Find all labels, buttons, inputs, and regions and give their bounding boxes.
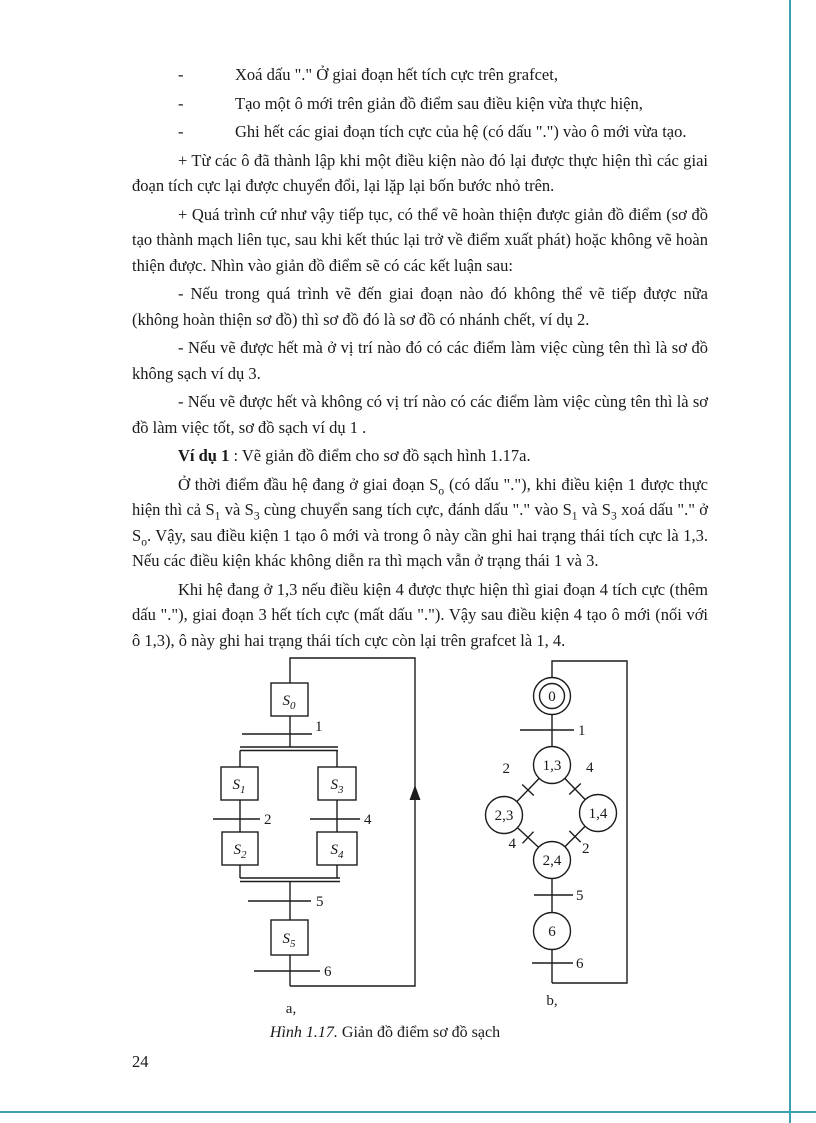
node-label-14: 1,4 bbox=[588, 806, 608, 822]
step-label-s3: $S_3$ bbox=[330, 777, 344, 796]
paragraph-example-heading: Ví dụ 1 : Vẽ giản đồ điểm cho sơ đồ sạch hình 1.17a. bbox=[178, 446, 531, 465]
transition-label-4-lower: 4 bbox=[508, 836, 516, 852]
step-label-s1: $S_1$ bbox=[232, 777, 246, 796]
diagram-b-node-labels bbox=[495, 689, 608, 940]
node-label-0: 0 bbox=[548, 689, 556, 705]
figure-caption-text: Giản đồ điểm sơ đồ sạch bbox=[337, 1024, 501, 1041]
bullet-marker: - bbox=[178, 93, 184, 113]
figure-caption-number: Hình 1.17. bbox=[269, 1024, 338, 1041]
diagram-a-lines bbox=[213, 658, 415, 986]
figure-caption bbox=[132, 1024, 638, 1042]
paragraph: - Nếu vẽ được hết và không có vị trí nào có các điểm làm việc cùng tên thì là sơ đồ làm việc tốt, sơ đồ sạch ví dụ 1 . bbox=[132, 392, 708, 437]
transition-label-4: 4 bbox=[364, 812, 372, 828]
diagram-a-transition-labels bbox=[264, 719, 372, 980]
paragraph: Ở thời điểm đầu hệ đang ở giai đoạn $S_o$ (có dấu "."), khi điều kiện 1 được thực hiện thì cả $S_1$ và $S_3$ cùng chuyển sang tích cực, đánh dấu "." vào $S_1$ và $S_3$ xoá dấu "." ở $S_o$. Vậy, sau điều kiện 1 tạo ô mới và trong ô này cần ghi hai trạng thái tích cực là 1,3. Nếu các điều kiện khác không diễn ra thì mạch vẫn ở trạng thái 1 và 3. bbox=[132, 474, 709, 570]
step-label-s4: $S_4$ bbox=[330, 842, 344, 861]
diagram-a-label: a, bbox=[285, 1001, 297, 1017]
node-label-13: 1,3 bbox=[542, 758, 562, 774]
bullet-marker: - bbox=[178, 65, 184, 84]
node-label-6: 6 bbox=[548, 924, 556, 940]
transition-label-6: 6 bbox=[576, 956, 584, 972]
page-number: 24 bbox=[132, 1052, 149, 1071]
body-text bbox=[132, 62, 708, 656]
bullet-item bbox=[178, 62, 708, 88]
up-arrow-icon bbox=[410, 785, 421, 800]
transition-label-2: 2 bbox=[264, 812, 272, 828]
step-label-s5: $S_5$ bbox=[282, 931, 296, 950]
bullet-item bbox=[178, 119, 708, 145]
diagram-a-box-labels bbox=[233, 693, 345, 950]
node-label-23: 2,3 bbox=[494, 808, 514, 824]
transition-label-6: 6 bbox=[324, 964, 332, 980]
transition-label-1: 1 bbox=[578, 723, 586, 739]
paragraph: + Từ các ô đã thành lập khi một điều kiện nào đó lại được thực hiện thì các giai đoạn tích cực lại được chuyển đổi, lại lặp lại bốn bước nhỏ trên. bbox=[132, 150, 708, 195]
transition-label-4-upper: 4 bbox=[586, 760, 594, 776]
bullet-text: Tạo một ô mới trên giản đồ điểm sau điều kiện vừa thực hiện, bbox=[235, 93, 643, 113]
figure-grafcet-diagrams bbox=[190, 645, 640, 1023]
bullet-marker: - bbox=[178, 122, 184, 141]
diagram-b-label: b, bbox=[546, 993, 558, 1009]
transition-label-5: 5 bbox=[576, 888, 584, 904]
page-edge-vertical-line bbox=[789, 0, 791, 1123]
paragraph: + Quá trình cứ như vậy tiếp tục, có thể vẽ hoàn thiện được giản đồ điểm (sơ đồ tạo thành mạch liên tục, sau khi kết thúc lại trở về điểm xuất phát) hoặc không vẽ hoàn thiện được. Nhìn vào giản đồ điểm sẽ có các kết luận sau: bbox=[132, 204, 708, 275]
transition-label-2-upper: 2 bbox=[502, 761, 510, 777]
paragraph: - Nếu trong quá trình vẽ đến giai đoạn nào đó không thể vẽ tiếp được nữa (không hoàn thiện sơ đồ) thì sơ đồ đó là sơ đồ có nhánh chết, ví dụ 2. bbox=[132, 284, 708, 329]
bullet-text: Xoá dấu "." Ở giai đoạn hết tích cực trên grafcet, bbox=[235, 65, 558, 84]
page-edge-horizontal-line bbox=[0, 1111, 816, 1113]
node-label-24: 2,4 bbox=[542, 853, 562, 869]
transition-label-1: 1 bbox=[315, 719, 323, 735]
paragraph: Khi hệ đang ở 1,3 nếu điều kiện 4 được thực hiện thì giai đoạn 4 tích cực (thêm dấu "."), giai đoạn 3 hết tích cực (mất dấu "."). Vậy sau điều kiện 4 tạo ô mới (nối với ô 1,3), ô này ghi hai trạng thái tích cực còn lại trên grafcet là 1, 4. bbox=[132, 579, 708, 650]
step-label-s0: $S_0$ bbox=[282, 693, 296, 712]
bullet-text: Ghi hết các giai đoạn tích cực của hệ (có dấu ".") vào ô mới vừa tạo. bbox=[235, 122, 687, 141]
step-label-s2: $S_2$ bbox=[233, 842, 247, 861]
transition-label-5: 5 bbox=[316, 894, 324, 910]
bullet-item bbox=[178, 91, 708, 117]
transition-label-2-lower: 2 bbox=[582, 841, 590, 857]
paragraph: - Nếu vẽ được hết mà ở vị trí nào đó có các điểm làm việc cùng tên thì là sơ đồ không sạch ví dụ 3. bbox=[132, 338, 708, 383]
